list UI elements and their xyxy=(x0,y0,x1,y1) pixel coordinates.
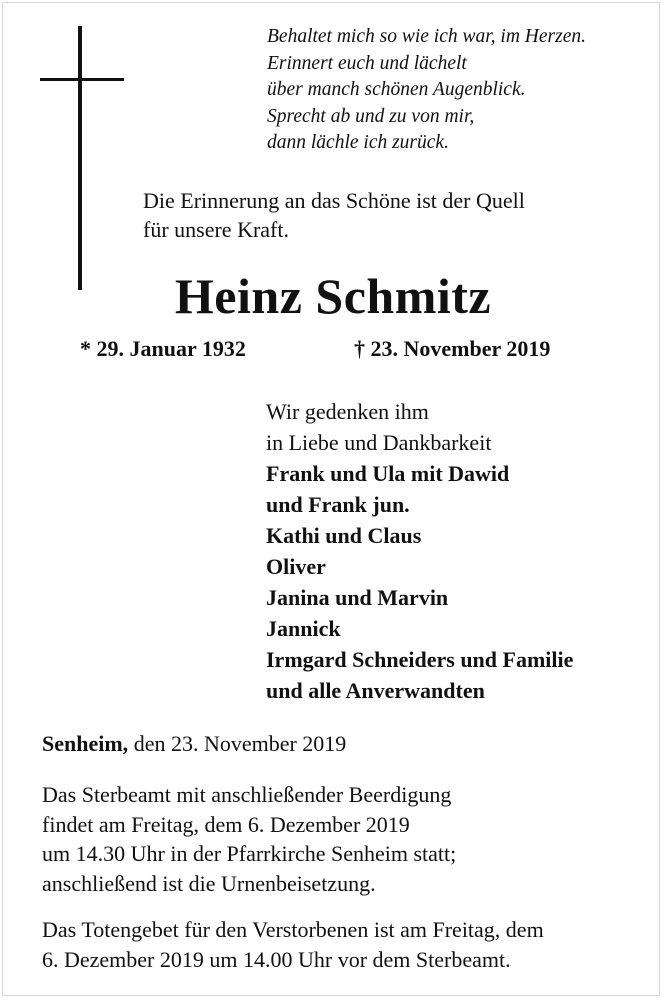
mourner-name: und Frank jun. xyxy=(266,492,410,517)
funeral-line: Das Sterbeamt mit anschließender Beerdigung xyxy=(42,782,452,807)
death-date: † 23. November 2019 xyxy=(354,336,551,361)
prayer-line: 6. Dezember 2019 um 14.00 Uhr vor dem Sterbeamt. xyxy=(42,946,511,972)
deceased-name: Heinz Schmitz xyxy=(174,268,492,324)
quote-line: Die Erinnerung an das Schöne ist der Quell xyxy=(143,188,525,213)
mourner-name: Kathi und Claus xyxy=(266,523,422,548)
cross-vertical-bar xyxy=(78,26,82,290)
quote-line: für unsere Kraft. xyxy=(143,217,289,242)
place-and-date xyxy=(42,731,346,757)
funeral-line: findet am Freitag, dem 6. Dezember 2019 xyxy=(42,811,410,837)
poem xyxy=(267,24,647,157)
poem-line: dann lächle ich zurück. xyxy=(267,132,449,153)
mourner-name: Oliver xyxy=(266,554,326,579)
mourner-name: Frank und Ula mit Dawid xyxy=(266,461,510,486)
mourner-name: und alle Anverwandten xyxy=(266,678,485,703)
place-name: Senheim, xyxy=(42,731,129,756)
mourners-intro-line: in Liebe und Dankbarkeit xyxy=(266,430,492,455)
mourner-name: Janina und Marvin xyxy=(266,585,449,610)
poem-line: Erinnert euch und lächelt xyxy=(267,52,467,74)
notice-date: den 23. November 2019 xyxy=(128,731,347,756)
funeral-line: um 14.30 Uhr in der Pfarrkirche Senheim statt; xyxy=(42,841,457,866)
prayer-info xyxy=(42,915,642,974)
mourners-block xyxy=(266,396,656,706)
mourner-name: Irmgard Schneiders und Familie xyxy=(266,647,574,672)
poem-line: Sprecht ab und zu von mir, xyxy=(267,105,475,127)
memorial-quote xyxy=(143,186,613,244)
mourners-intro-line: Wir gedenken ihm xyxy=(266,399,429,424)
poem-line: Behaltet mich so wie ich war, im Herzen. xyxy=(267,26,586,47)
cross-horizontal-bar xyxy=(40,78,124,81)
prayer-line: Das Totengebet für den Verstorbenen ist am Freitag, dem xyxy=(42,917,544,942)
funeral-info xyxy=(42,780,642,898)
mourner-name: Jannick xyxy=(266,616,341,641)
poem-line: über manch schönen Augenblick. xyxy=(267,79,526,100)
funeral-line: anschließend ist die Urnenbeisetzung. xyxy=(42,870,376,896)
birth-date: * 29. Januar 1932 xyxy=(80,336,246,361)
